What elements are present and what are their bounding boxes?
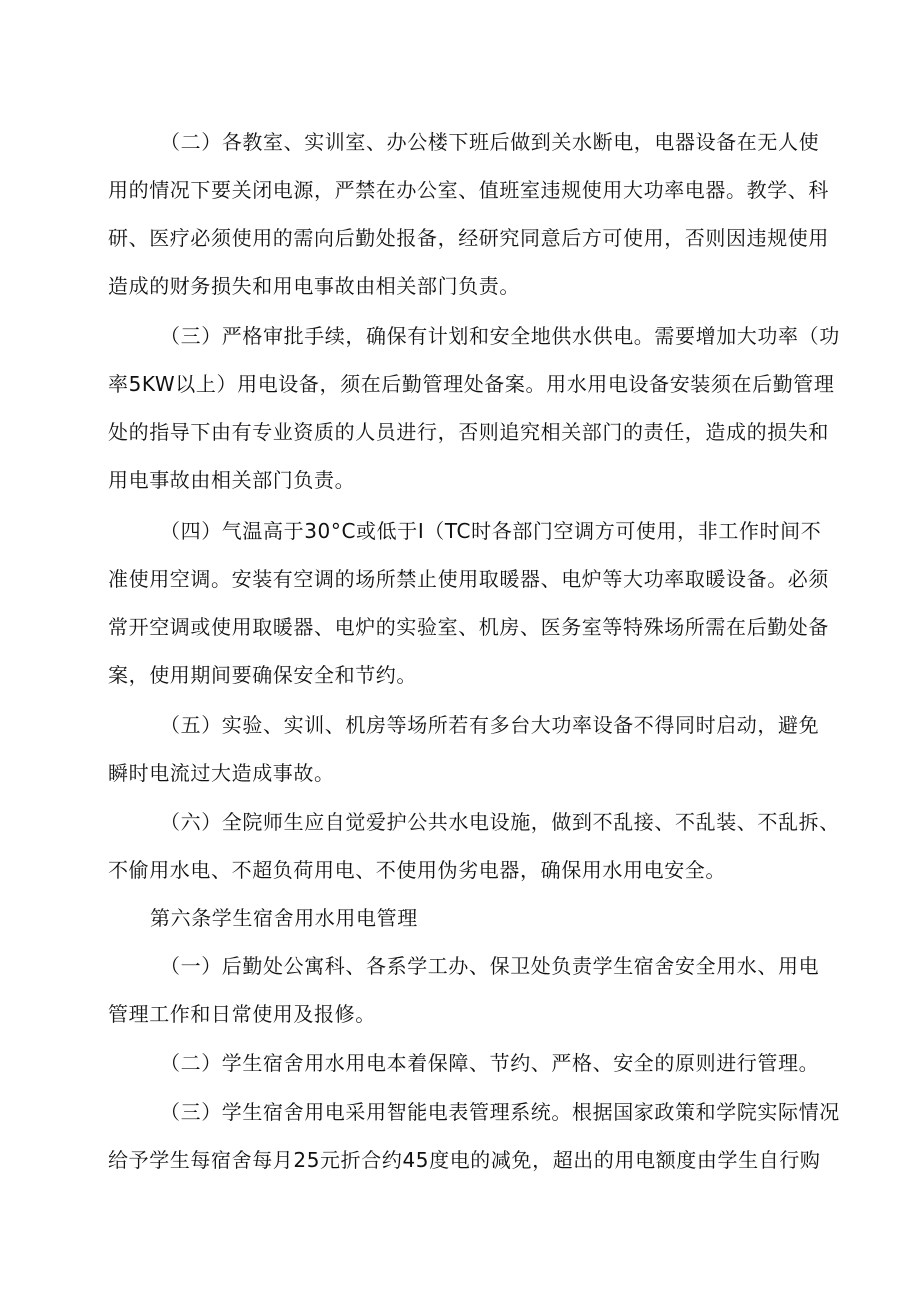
paragraph-3-line-2: 率5KW以上）用电设备，须在后勤管理处备案。用水用电设备安装须在后勤管理 bbox=[108, 372, 835, 396]
paragraph-4-line-3: 常开空调或使用取暖器、电炉的实验室、机房、医务室等特殊场所需在后勤处备 bbox=[108, 615, 829, 639]
paragraph-2-line-3: 研、医疗必须使用的需向后勤处报备，经研究同意后方可使用，否则因违规使用 bbox=[108, 226, 829, 250]
paragraph-2-line-4: 造成的财务损失和用电事故由相关部门负责。 bbox=[108, 274, 520, 298]
section-3-line-2: 给予学生每宿舍每月25元折合约45度电的减免，超出的用电额度由学生自行购 bbox=[108, 1148, 821, 1172]
section-3-line-1: （三）学生宿舍用电采用智能电表管理系统。根据国家政策和学院实际情况 bbox=[160, 1100, 840, 1124]
paragraph-2-line-1: （二）各教室、实训室、办公楼下班后做到关水断电，电器设备在无人使 bbox=[160, 130, 820, 154]
paragraph-3-line-1: （三）严格审批手续，确保有计划和安全地供水供电。需要增加大功率（功 bbox=[160, 324, 840, 348]
paragraph-6-line-1: （六）全院师生应自觉爱护公共水电设施，做到不乱接、不乱装、不乱拆、 bbox=[160, 810, 840, 834]
paragraph-4-line-2: 准使用空调。安装有空调的场所禁止使用取暖器、电炉等大功率取暖设备。必须 bbox=[108, 567, 829, 591]
article-6-heading: 第六条学生宿舍用水用电管理 bbox=[150, 906, 418, 930]
paragraph-4-line-4: 案，使用期间要确保安全和节约。 bbox=[108, 663, 417, 687]
paragraph-3-line-4: 用电事故由相关部门负责。 bbox=[108, 468, 356, 492]
section-2-line-1: （二）学生宿舍用水用电本着保障、节约、严格、安全的原则进行管理。 bbox=[160, 1051, 820, 1075]
paragraph-2-line-2: 用的情况下要关闭电源，严禁在办公室、值班室违规使用大功率电器。教学、科 bbox=[108, 178, 829, 202]
paragraph-5-line-2: 瞬时电流过大造成事故。 bbox=[108, 761, 335, 785]
paragraph-3-line-3: 处的指导下由有专业资质的人员进行，否则追究相关部门的责任，造成的损失和 bbox=[108, 420, 829, 444]
paragraph-5-line-1: （五）实验、实训、机房等场所若有多台大功率设备不得同时启动，避免 bbox=[160, 713, 820, 737]
section-1-line-2: 管理工作和日常使用及报修。 bbox=[108, 1002, 376, 1026]
paragraph-6-line-2: 不偷用水电、不超负荷用电、不使用伪劣电器，确保用水用电安全。 bbox=[108, 858, 726, 882]
paragraph-4-line-1: （四）气温高于30°C或低于I（TC时各部门空调方可使用，非工作时间不 bbox=[160, 519, 822, 543]
section-1-line-1: （一）后勤处公寓科、各系学工办、保卫处负责学生宿舍安全用水、用电 bbox=[160, 954, 820, 978]
